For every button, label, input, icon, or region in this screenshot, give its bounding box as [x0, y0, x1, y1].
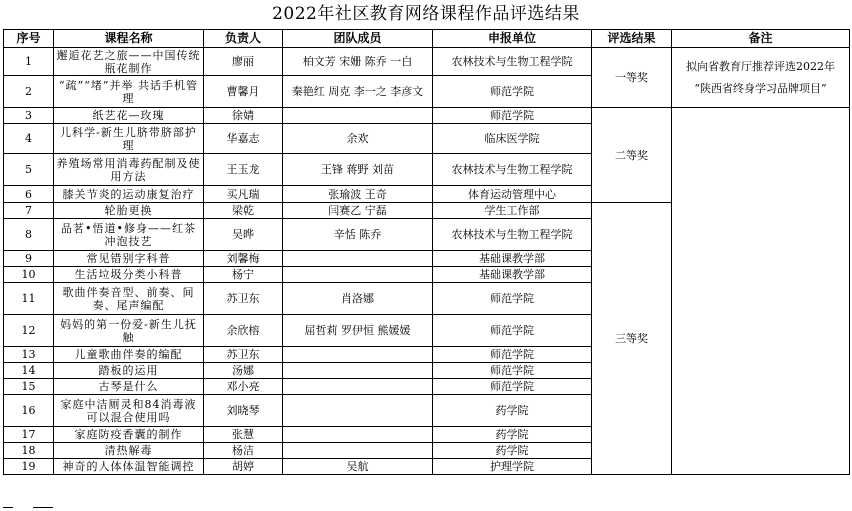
team-members: 余欢 [283, 124, 433, 154]
header-team: 团队成员 [283, 30, 433, 48]
submitting-unit: 药学院 [433, 443, 592, 459]
course-name: 神奇的人体体温智能调控 [54, 459, 204, 475]
course-name: 生活垃圾分类小科普 [54, 267, 204, 283]
table-header-row [4, 30, 850, 48]
course-name: 歌曲伴奏音型、前奏、间奏、尾声编配 [54, 283, 204, 315]
course-name: 踏板的运用 [54, 363, 204, 379]
remark-cell [672, 48, 850, 108]
submitting-unit: 师范学院 [433, 315, 592, 347]
submitting-unit: 师范学院 [433, 363, 592, 379]
table-bottom-border [3, 507, 849, 511]
remark-empty [672, 108, 850, 475]
award-first: 一等奖 [592, 48, 672, 108]
submitting-unit: 师范学院 [433, 379, 592, 395]
submitting-unit: 基础课教学部 [433, 267, 592, 283]
course-lead: 杨宁 [204, 267, 283, 283]
submitting-unit: 师范学院 [433, 283, 592, 315]
submitting-unit: 农林技术与生物工程学院 [433, 48, 592, 76]
team-members [283, 108, 433, 124]
team-members [283, 379, 433, 395]
team-members [283, 443, 433, 459]
submitting-unit: 农林技术与生物工程学院 [433, 154, 592, 186]
team-members [283, 267, 433, 283]
row-number: 11 [4, 283, 54, 315]
course-name: 纸艺花—玫瑰 [54, 108, 204, 124]
team-members [283, 251, 433, 267]
course-lead: 刘晓琴 [204, 395, 283, 427]
course-name: 清热解毒 [54, 443, 204, 459]
submitting-unit: 体育运动管理中心 [433, 186, 592, 203]
course-lead: 华嘉志 [204, 124, 283, 154]
team-members [283, 363, 433, 379]
course-name: 品茗•悟道•修身——红茶冲泡技艺 [54, 219, 204, 251]
row-number: 12 [4, 315, 54, 347]
results-table [3, 29, 850, 475]
header-no: 序号 [4, 30, 54, 48]
course-lead: 梁乾 [204, 203, 283, 219]
course-lead: 刘馨梅 [204, 251, 283, 267]
course-lead: 曹馨月 [204, 76, 283, 108]
team-members [283, 395, 433, 427]
course-lead: 徐婧 [204, 108, 283, 124]
team-members: 张瑜波 王奇 [283, 186, 433, 203]
course-lead: 杨洁 [204, 443, 283, 459]
submitting-unit: 基础课教学部 [433, 251, 592, 267]
course-lead: 张慧 [204, 427, 283, 443]
submitting-unit: 师范学院 [433, 76, 592, 108]
award-second: 二等奖 [592, 108, 672, 203]
course-name: 常见错别字科普 [54, 251, 204, 267]
submitting-unit: 师范学院 [433, 108, 592, 124]
course-lead: 苏卫东 [204, 347, 283, 363]
header-result: 评选结果 [592, 30, 672, 48]
row-number: 9 [4, 251, 54, 267]
team-members: 吴航 [283, 459, 433, 475]
row-number: 15 [4, 379, 54, 395]
row-number: 8 [4, 219, 54, 251]
row-number: 1 [4, 48, 54, 76]
course-name: 养殖场常用消毒药配制及使用方法 [54, 154, 204, 186]
table-body [4, 48, 850, 475]
submitting-unit: 药学院 [433, 427, 592, 443]
course-name: 妈妈的第一份爱-新生儿抚触 [54, 315, 204, 347]
row-number: 16 [4, 395, 54, 427]
award-third: 三等奖 [592, 203, 672, 475]
team-members: 屈哲莉 罗伊恒 熊媛媛 [283, 315, 433, 347]
submitting-unit: 农林技术与生物工程学院 [433, 219, 592, 251]
team-members: 柏文芳 宋姗 陈乔 一白 [283, 48, 433, 76]
course-lead: 汤娜 [204, 363, 283, 379]
submitting-unit: 临床医学院 [433, 124, 592, 154]
remark-line-1: 拟向省教育厅推荐评选2022年 [686, 59, 835, 73]
course-lead: 苏卫东 [204, 283, 283, 315]
row-number: 5 [4, 154, 54, 186]
submitting-unit: 药学院 [433, 395, 592, 427]
course-lead: 吴晔 [204, 219, 283, 251]
course-lead: 买凡瑞 [204, 186, 283, 203]
team-members [283, 427, 433, 443]
table-row [4, 48, 850, 76]
course-name: 轮胎更换 [54, 203, 204, 219]
table-row [4, 108, 850, 124]
course-name: 儿科学-新生儿脐带脐部护理 [54, 124, 204, 154]
course-name: 古琴是什么 [54, 379, 204, 395]
course-lead: 余欣榕 [204, 315, 283, 347]
row-number: 10 [4, 267, 54, 283]
course-name: 家庭中洁厕灵和84消毒液可以混合使用吗 [54, 395, 204, 427]
row-number: 3 [4, 108, 54, 124]
course-name: 家庭防疫香囊的制作 [54, 427, 204, 443]
row-number: 19 [4, 459, 54, 475]
row-number: 7 [4, 203, 54, 219]
header-course: 课程名称 [54, 30, 204, 48]
course-name: 膝关节炎的运动康复治疗 [54, 186, 204, 203]
submitting-unit: 学生工作部 [433, 203, 592, 219]
row-number: 14 [4, 363, 54, 379]
team-members: 辛恬 陈乔 [283, 219, 433, 251]
course-lead: 王玉龙 [204, 154, 283, 186]
submitting-unit: 护理学院 [433, 459, 592, 475]
remark-line-2: “陕西省终身学习品牌项目” [694, 81, 827, 95]
row-number: 17 [4, 427, 54, 443]
row-number: 13 [4, 347, 54, 363]
document-title: 2022年社区教育网络课程作品评选结果 [272, 4, 580, 24]
course-name: 邂逅花艺之旅——中国传统瓶花制作 [54, 48, 204, 76]
header-remark: 备注 [672, 30, 850, 48]
course-lead: 廖丽 [204, 48, 283, 76]
row-number: 2 [4, 76, 54, 108]
course-lead: 胡婷 [204, 459, 283, 475]
team-members: 肖洛娜 [283, 283, 433, 315]
course-lead: 邓小亮 [204, 379, 283, 395]
team-members: 闫赛乙 宁磊 [283, 203, 433, 219]
row-number: 18 [4, 443, 54, 459]
team-members: 秦艳红 周克 李一之 李彦文 [283, 76, 433, 108]
header-unit: 申报单位 [433, 30, 592, 48]
row-number: 6 [4, 186, 54, 203]
course-name: 儿童歌曲伴奏的编配 [54, 347, 204, 363]
team-members [283, 347, 433, 363]
submitting-unit: 师范学院 [433, 347, 592, 363]
team-members: 王锋 蒋野 刘苗 [283, 154, 433, 186]
header-lead: 负责人 [204, 30, 283, 48]
course-name: “疏”“堵”并举 共话手机管理 [54, 76, 204, 108]
row-number: 4 [4, 124, 54, 154]
